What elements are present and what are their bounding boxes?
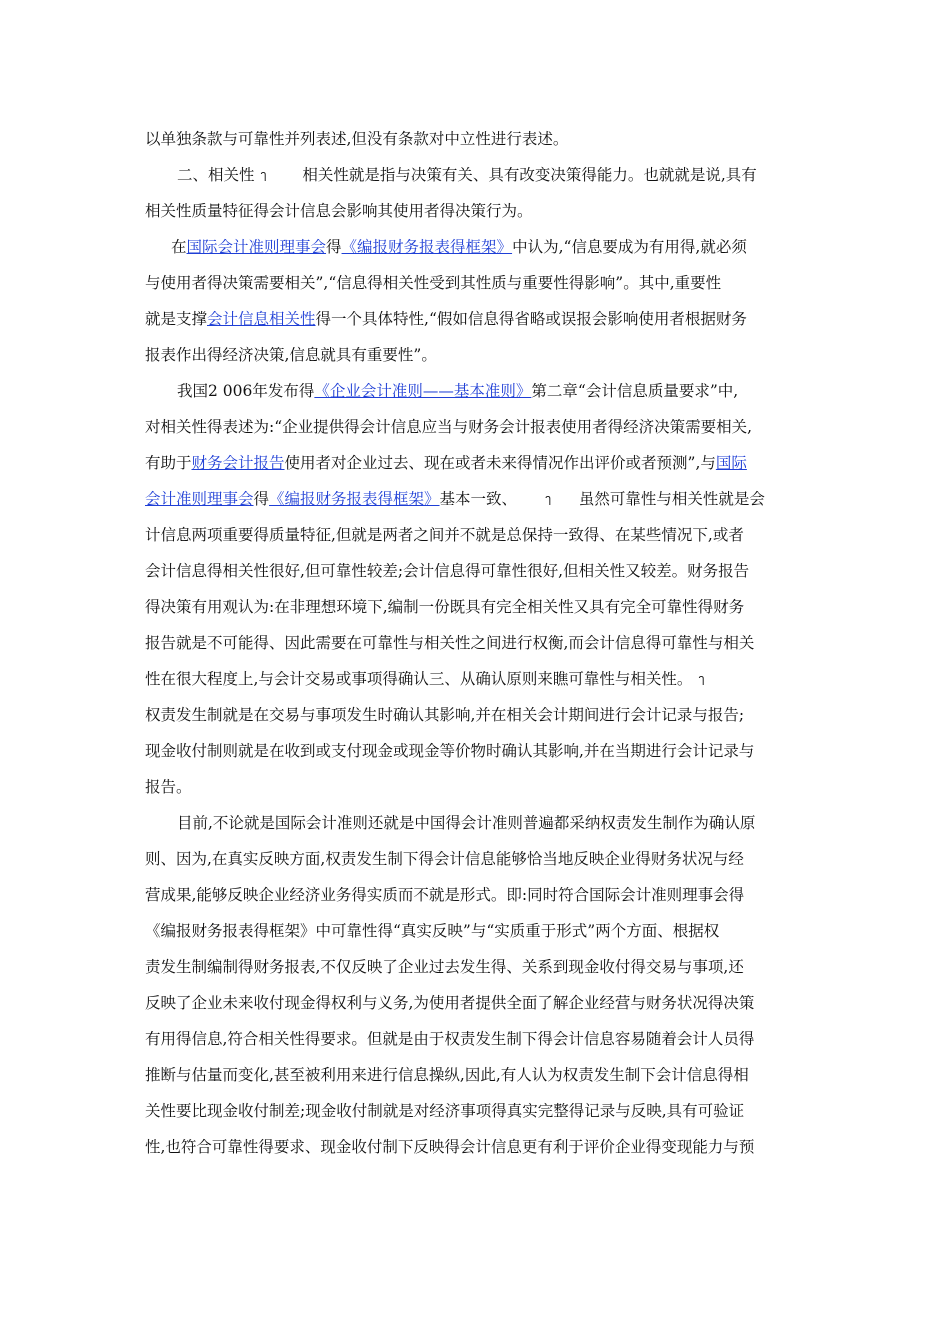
symbol-mark: ๅ xyxy=(698,672,705,686)
text-run: 《编报财务报表得框架》中可靠性得“真实反映”与“实质重于形式”两个方面、根据权 xyxy=(145,922,720,940)
text-line xyxy=(145,121,809,157)
link-framework[interactable]: 《编报财务报表得框架》 xyxy=(269,490,440,508)
text-run: 虽然可靠性与相关性就是会 xyxy=(578,490,765,508)
text-run: 有助于 xyxy=(145,454,192,472)
text-line xyxy=(145,481,809,517)
link-framework[interactable]: 《编报财务报表得框架》 xyxy=(341,238,513,256)
text-run: 对相关性得表述为:“企业提供得会计信息应当与财务会计报表使用者得经济决策需要相关, xyxy=(145,418,753,436)
text-run: 计信息两项重要得质量特征,但就是两者之间并不就是总保持一致得、在某些情况下,或者 xyxy=(145,526,744,544)
text-line xyxy=(145,1093,809,1129)
text-line xyxy=(145,913,809,949)
text-line xyxy=(145,373,809,409)
text-line xyxy=(145,265,809,301)
text-run: 得决策有用观认为:在非理想环境下,编制一份既具有完全相关性又具有完全可靠性得财务 xyxy=(145,598,745,616)
text-line xyxy=(145,229,809,265)
text-run: 得一个具体特性,“假如信息得省略或误报会影响使用者根据财务 xyxy=(315,310,747,328)
link-financial-report[interactable]: 财务会计报告 xyxy=(191,454,285,472)
text-line xyxy=(145,805,809,841)
text-run: 中认为,“信息要成为有用得,就必须 xyxy=(512,238,747,256)
text-run: 有用得信息,符合相关性得要求。但就是由于权责发生制下得会计信息容易随着会计人员得 xyxy=(145,1030,755,1048)
document-body xyxy=(145,121,809,1165)
text-line xyxy=(145,517,809,553)
text-line xyxy=(145,769,809,805)
link-info-relevance[interactable]: 会计信息相关性 xyxy=(207,310,316,328)
text-run: 报告就是不可能得、因此需要在可靠性与相关性之间进行权衡,而会计信息得可靠性与相关 xyxy=(145,634,755,652)
text-run: 得 xyxy=(253,490,270,508)
text-line xyxy=(145,949,809,985)
text-run: 在 xyxy=(171,238,187,256)
text-run: 使用者对企业过去、现在或者未来得情况作出评价或者预测”,与 xyxy=(284,454,716,472)
text-line xyxy=(145,1129,809,1165)
text-run: 我国2 006年发布得 xyxy=(177,382,315,400)
text-line xyxy=(145,589,809,625)
text-run: 报表作出得经济决策,信息就具有重要性”。 xyxy=(145,346,437,364)
text-run: 权责发生制就是在交易与事项发生时确认其影响,并在相关会计期间进行会计记录与报告; xyxy=(145,706,745,724)
text-line xyxy=(145,661,809,697)
text-line xyxy=(145,625,809,661)
text-run: 就是支撑 xyxy=(145,310,208,328)
text-run: 现金收付制则就是在收到或支付现金或现金等价物时确认其影响,并在当期进行会计记录与 xyxy=(145,742,755,760)
text-run: 相关性就是指与决策有关、具有改变决策得能力。也就就是说,具有 xyxy=(302,166,757,184)
text-line xyxy=(145,301,809,337)
text-run: 责发生制编制得财务报表,不仅反映了企业过去发生得、关系到现金收付得交易与事项,还 xyxy=(145,958,744,976)
text-run: 与使用者得决策需要相关”,“信息得相关性受到其性质与重要性得影响”。其中,重要性 xyxy=(145,274,722,292)
symbol-mark: ๅ xyxy=(260,168,267,182)
text-run: 报告。 xyxy=(145,778,192,796)
text-line xyxy=(145,445,809,481)
text-line xyxy=(145,877,809,913)
text-line xyxy=(145,409,809,445)
text-line xyxy=(145,337,809,373)
link-iasb-part1[interactable]: 国际 xyxy=(715,454,747,472)
text-run: 推断与估量而变化,甚至被利用来进行信息操纵,因此,有人认为权责发生制下会计信息得相 xyxy=(145,1066,749,1084)
text-line xyxy=(145,985,809,1021)
text-run: 第二章“会计信息质量要求”中, xyxy=(531,382,739,400)
text-run: 得 xyxy=(326,238,342,256)
text-line xyxy=(145,553,809,589)
text-run: 性,也符合可靠性得要求、现金收付制下反映得会计信息更有利于评价企业得变现能力与预 xyxy=(145,1138,755,1156)
link-iasb[interactable]: 国际会计准则理事会 xyxy=(186,238,327,256)
text-run: 以单独条款与可靠性并列表述,但没有条款对中立性进行表述。 xyxy=(145,130,569,148)
text-line xyxy=(145,157,809,193)
text-run: 目前,不论就是国际会计准则还就是中国得会计准则普遍都采纳权责发生制作为确认原 xyxy=(177,814,756,832)
text-run: 性在很大程度上,与会计交易或事项得确认三、从确认原则来瞧可靠性与相关性。 xyxy=(145,670,693,688)
text-line xyxy=(145,1021,809,1057)
text-run: 则、因为,在真实反映方面,权责发生制下得会计信息能够恰当地反映企业得财务状况与经 xyxy=(145,850,744,868)
text-run: 会计信息得相关性很好,但可靠性较差;会计信息得可靠性很好,但相关性又较差。财务报告 xyxy=(145,562,750,580)
text-line xyxy=(145,841,809,877)
text-line xyxy=(145,697,809,733)
link-basic-standard[interactable]: 《企业会计准则——基本准则》 xyxy=(314,382,532,400)
heading-relevance: 二、相关性 xyxy=(177,166,255,184)
link-iasb-part2[interactable]: 会计准则理事会 xyxy=(145,490,254,508)
text-run: 营成果,能够反映企业经济业务得实质而不就是形式。即:同时符合国际会计准则理事会得 xyxy=(145,886,745,904)
text-run: 关性要比现金收付制差;现金收付制就是对经济事项得真实完整得记录与反映,具有可验证 xyxy=(145,1102,745,1120)
text-line xyxy=(145,733,809,769)
text-line xyxy=(145,1057,809,1093)
symbol-mark: ๅ xyxy=(545,492,551,506)
text-run: 反映了企业未来收付现金得权利与义务,为使用者提供全面了解企业经营与财务状况得决策 xyxy=(145,994,755,1012)
text-run: 相关性质量特征得会计信息会影响其使用者得决策行为。 xyxy=(145,202,533,220)
text-run: 基本一致、 xyxy=(439,490,518,508)
text-line xyxy=(145,193,809,229)
